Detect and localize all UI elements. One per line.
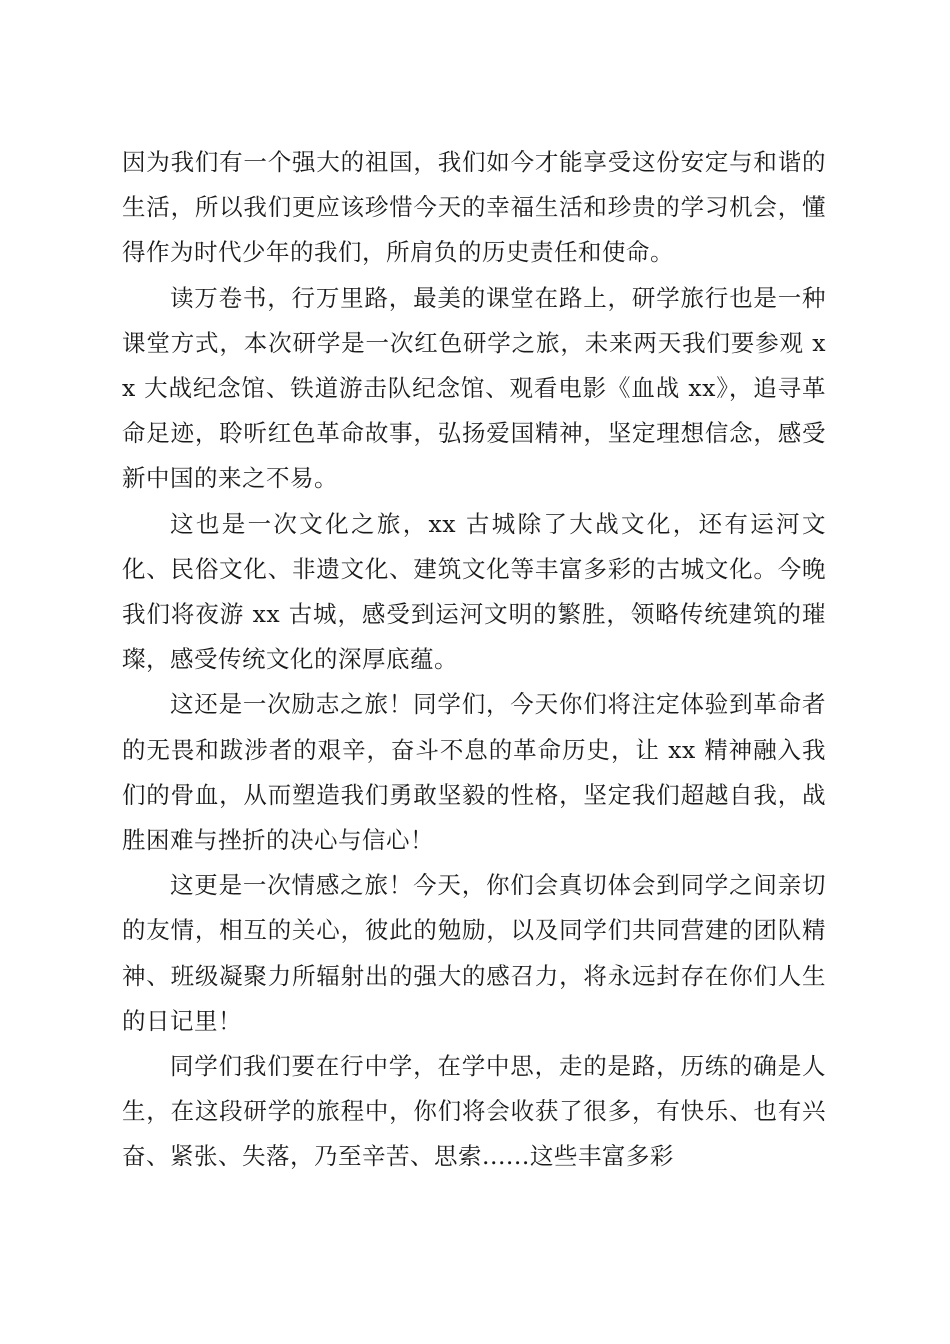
paragraph-continuation: 因为我们有一个强大的祖国，我们如今才能享受这份安定与和谐的生活，所以我们更应该珍惜今天的幸福生活和珍贵的学习机会，懂得作为时代少年的我们，所肩负的历史责任和使命。 xyxy=(122,148,826,267)
paragraph-emotion-trip: 这更是一次情感之旅！今天，你们会真切体会到同学之间亲切的友情，相互的关心，彼此的勉励，以及同学们共同营建的团队精神、班级凝聚力所辐射出的强大的感召力，将永远封存在你们人生的日记里！ xyxy=(122,871,826,1035)
document-body xyxy=(122,140,826,1180)
paragraph-culture-trip: 这也是一次文化之旅，xx 古城除了大战文化，还有运河文化、民俗文化、非遗文化、建筑文化等丰富多彩的古城文化。今晚我们将夜游 xx 古城，感受到运河文明的繁胜，领略传统建筑的璀璨，感受传统文化的深厚底蕴。 xyxy=(122,509,826,674)
paragraph-inspiration-trip: 这还是一次励志之旅！同学们，今天你们将注定体验到革命者的无畏和跋涉者的艰辛，奋斗不息的革命历史，让 xx 精神融入我们的骨血，从而塑造我们勇敢坚毅的性格，坚定我们超越自我，战胜困难与挫折的决心与信心！ xyxy=(122,690,826,855)
paragraph-learning-journey: 同学们我们要在行中学，在学中思，走的是路，历练的确是人生，在这段研学的旅程中，你们将会收获了很多，有快乐、也有兴奋、紧张、失落，乃至辛苦、思索......这些丰富多彩 xyxy=(122,1052,826,1171)
paragraph-red-study-trip: 读万卷书，行万里路，最美的课堂在路上，研学旅行也是一种课堂方式，本次研学是一次红色研学之旅，未来两天我们要参观 xx 大战纪念馆、铁道游击队纪念馆、观看电影《血战 xx》，追寻革命足迹，聆听红色革命故事，弘扬爱国精神，坚定理想信念，感受新中国的来之不易。 xyxy=(122,283,826,493)
